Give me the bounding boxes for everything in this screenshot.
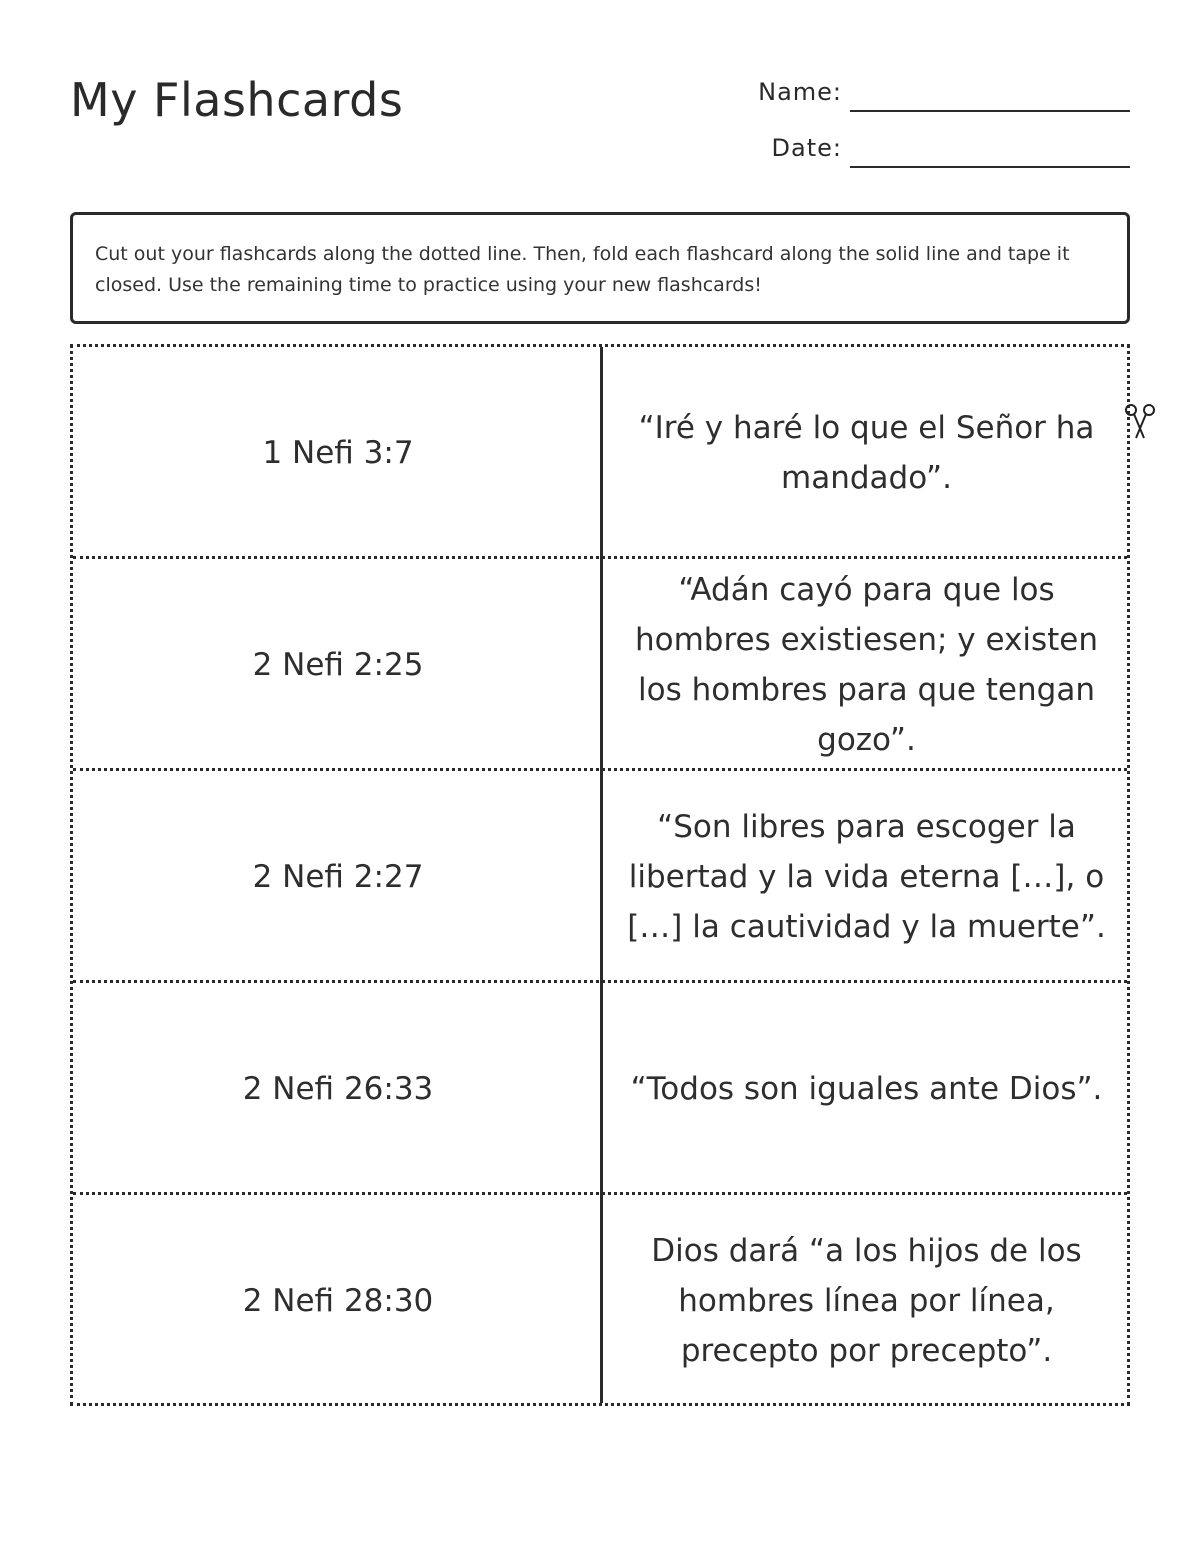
instructions-text: Cut out your flashcards along the dotted line. Then, fold each flashcard along the solid line and tape it closed. Use the remaining time to practice using your new flashcards! <box>95 243 1070 296</box>
flashcard-quote: “Adán cayó para que los hombres existiesen; y existen los hombres para que tengan gozo”. <box>635 571 1098 758</box>
flashcard-reference: 1 Nefi 3:7 <box>262 434 414 471</box>
flashcard-quote: “Son libres para escoger la libertad y la vida eterna […], o […] la cautividad y la muerte”. <box>627 808 1106 945</box>
flashcard-quote: Dios dará “a los hijos de los hombres línea por línea, precepto por precepto”. <box>651 1232 1082 1369</box>
scissors-icon <box>1122 400 1158 440</box>
name-blank-line[interactable] <box>850 94 1130 112</box>
flashcard-reference: 2 Nefi 28:30 <box>242 1282 434 1319</box>
name-label: Name: <box>758 78 842 106</box>
date-label: Date: <box>771 134 842 162</box>
page-title: My Flashcards <box>70 73 404 127</box>
instructions-box <box>70 212 1130 324</box>
flashcard-quote: “Todos son iguales ante Dios”. <box>630 1070 1103 1107</box>
flashcard-reference: 2 Nefi 2:25 <box>252 646 424 683</box>
flashcard-grid <box>70 344 1130 1406</box>
name-field[interactable] <box>710 72 1130 112</box>
date-blank-line[interactable] <box>850 150 1130 168</box>
flashcard-reference: 2 Nefi 2:27 <box>252 858 424 895</box>
flashcard-quote: “Iré y haré lo que el Señor ha mandado”. <box>638 409 1095 496</box>
date-field[interactable] <box>710 128 1130 168</box>
flashcard-reference: 2 Nefi 26:33 <box>242 1070 434 1107</box>
